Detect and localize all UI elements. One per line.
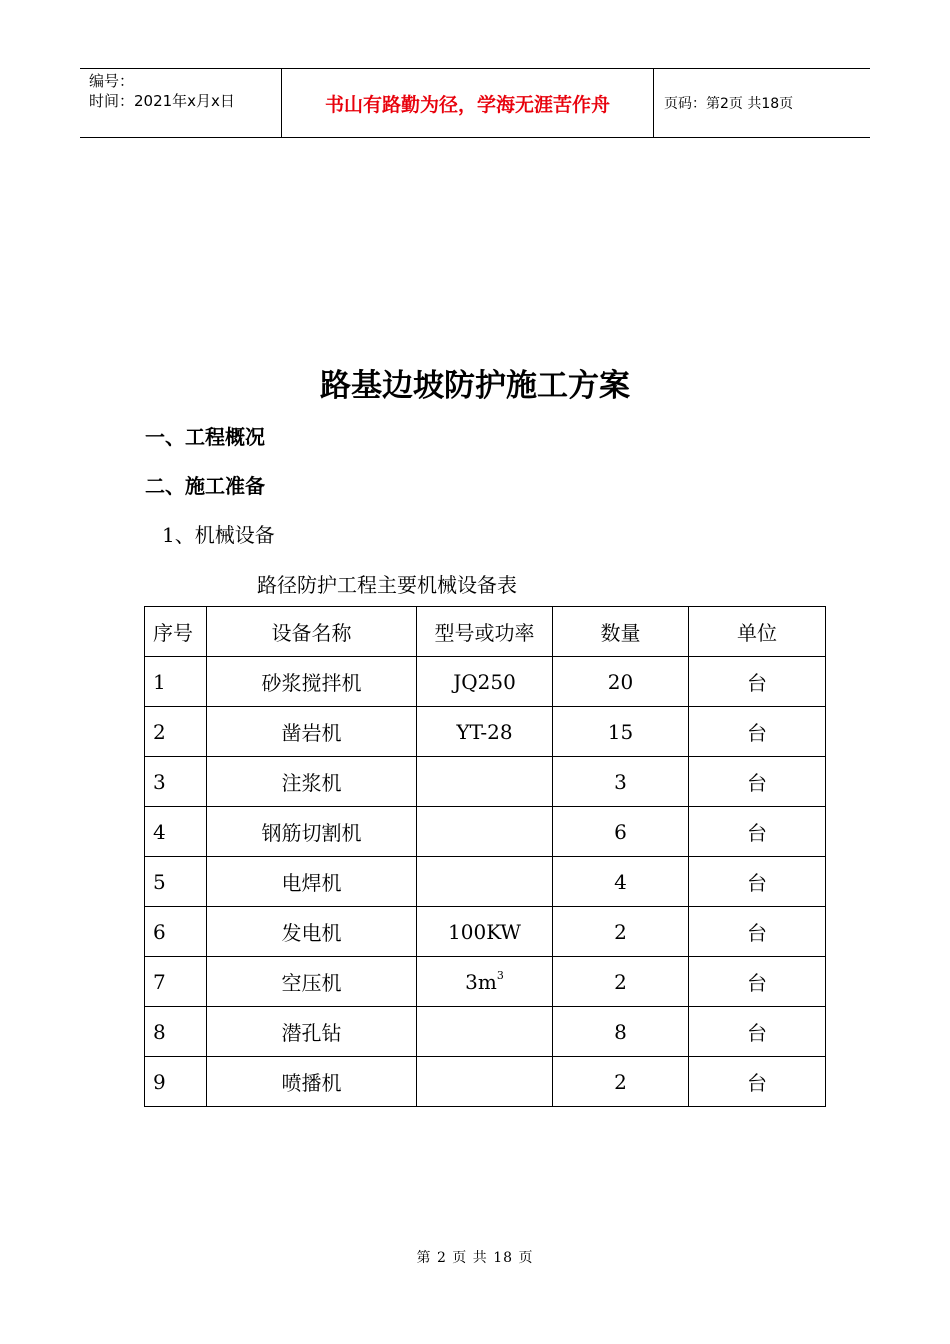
header-cell-no: 序号 <box>145 607 207 657</box>
section-heading-preparation: 二、施工准备 <box>145 474 265 498</box>
cell-no: 9 <box>145 1057 207 1107</box>
cell-unit: 台 <box>689 857 826 907</box>
cell-unit: 台 <box>689 1057 826 1107</box>
cell-no: 5 <box>145 857 207 907</box>
subsection-heading-machinery: 1、机械设备 <box>162 523 275 547</box>
header-motto-cell <box>282 69 654 137</box>
cell-unit: 台 <box>689 757 826 807</box>
header-motto: 书山有路勤为径，学海无涯苦作舟 <box>324 93 610 116</box>
cell-no: 8 <box>145 1007 207 1057</box>
table-row <box>145 657 826 707</box>
cell-unit: 台 <box>689 957 826 1007</box>
cell-model <box>417 957 553 1007</box>
cell-name: 喷播机 <box>207 1057 417 1107</box>
cell-model-base: 3m <box>465 969 497 994</box>
table-caption: 路径防护工程主要机械设备表 <box>257 573 517 597</box>
cell-model: YT-28 <box>417 707 553 757</box>
cell-qty: 3 <box>553 757 689 807</box>
cell-unit: 台 <box>689 707 826 757</box>
cell-no: 4 <box>145 807 207 857</box>
cell-qty: 4 <box>553 857 689 907</box>
cell-model-superscript: 3 <box>496 968 504 982</box>
header-cell-name: 设备名称 <box>207 607 417 657</box>
header-cell-unit: 单位 <box>689 607 826 657</box>
cell-model <box>417 757 553 807</box>
cell-no: 1 <box>145 657 207 707</box>
header-cell-model: 型号或功率 <box>417 607 553 657</box>
cell-name: 潜孔钻 <box>207 1007 417 1057</box>
cell-model <box>417 1007 553 1057</box>
table-row <box>145 957 826 1007</box>
document-title: 路基边坡防护施工方案 <box>320 368 630 404</box>
cell-model: 100KW <box>417 907 553 957</box>
cell-model <box>417 857 553 907</box>
serial-label: 编号： <box>89 72 135 90</box>
cell-no: 7 <box>145 957 207 1007</box>
table-row <box>145 707 826 757</box>
cell-qty: 6 <box>553 807 689 857</box>
equipment-table <box>144 606 826 1107</box>
cell-unit: 台 <box>689 657 826 707</box>
cell-qty: 8 <box>553 1007 689 1057</box>
cell-qty: 20 <box>553 657 689 707</box>
cell-name: 注浆机 <box>207 757 417 807</box>
table-row <box>145 907 826 957</box>
table-header-row <box>145 607 826 657</box>
cell-model <box>417 807 553 857</box>
cell-no: 6 <box>145 907 207 957</box>
table-row <box>145 757 826 807</box>
cell-name: 砂浆搅拌机 <box>207 657 417 707</box>
table-row <box>145 807 826 857</box>
cell-model <box>417 1057 553 1107</box>
page-footer: 第 2 页 共 18 页 <box>416 1250 534 1266</box>
header-meta <box>80 69 282 137</box>
cell-qty: 2 <box>553 1057 689 1107</box>
section-heading-overview: 一、工程概况 <box>145 425 265 449</box>
cell-qty: 2 <box>553 907 689 957</box>
header-cell-qty: 数量 <box>553 607 689 657</box>
header-page-info-cell <box>654 69 870 137</box>
cell-model: JQ250 <box>417 657 553 707</box>
table-row <box>145 857 826 907</box>
time-label: 时间：2021年x月x日 <box>89 92 235 110</box>
page-header <box>80 68 870 138</box>
cell-name: 凿岩机 <box>207 707 417 757</box>
cell-name: 发电机 <box>207 907 417 957</box>
table-row <box>145 1007 826 1057</box>
cell-unit: 台 <box>689 1007 826 1057</box>
cell-unit: 台 <box>689 907 826 957</box>
table-row <box>145 1057 826 1107</box>
cell-name: 钢筋切割机 <box>207 807 417 857</box>
cell-qty: 15 <box>553 707 689 757</box>
header-page-info: 页码：第2页 共18页 <box>664 96 794 112</box>
cell-name: 电焊机 <box>207 857 417 907</box>
cell-no: 2 <box>145 707 207 757</box>
cell-qty: 2 <box>553 957 689 1007</box>
cell-unit: 台 <box>689 807 826 857</box>
cell-no: 3 <box>145 757 207 807</box>
cell-name: 空压机 <box>207 957 417 1007</box>
